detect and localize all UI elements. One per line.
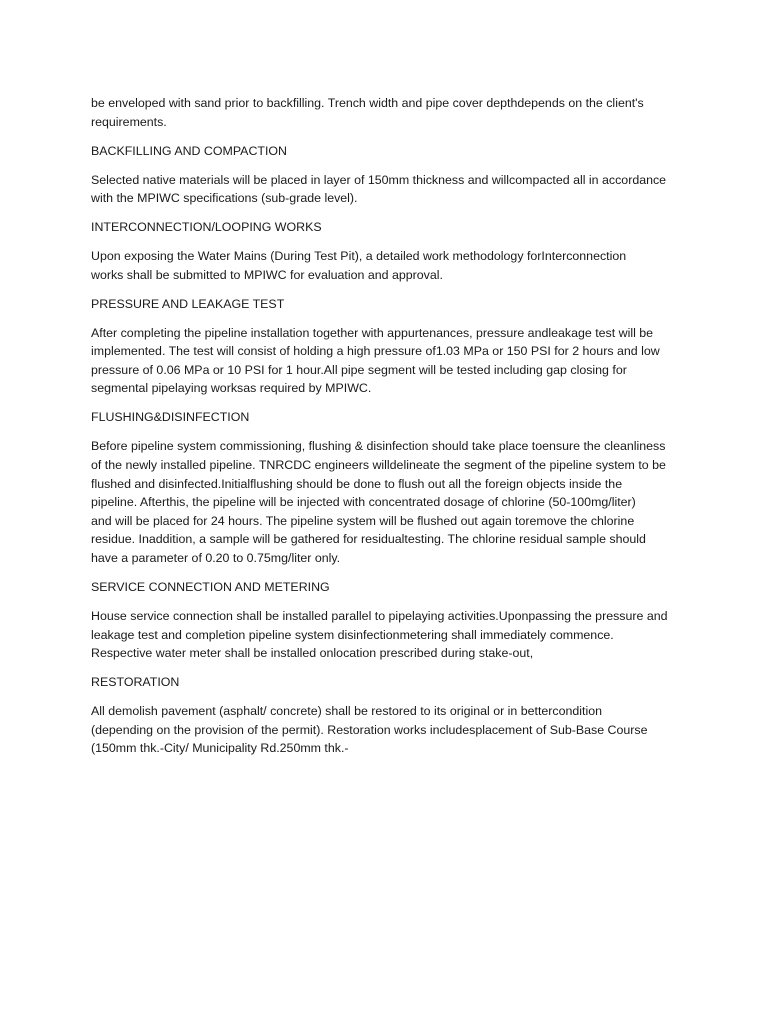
section-heading-interconnection: INTERCONNECTION/LOOPING WORKS xyxy=(91,220,322,235)
section-paragraph-pressure-test xyxy=(91,324,681,398)
section-heading-service-connection: SERVICE CONNECTION AND METERING xyxy=(91,579,330,594)
section-paragraph-backfilling xyxy=(91,171,681,208)
paragraph-line: pipeline. Afterthis, the pipeline will be injected with concentrated dosage of chlorine (50-100mg/liter) xyxy=(91,495,636,510)
paragraph-line: segmental pipelaying worksas required by MPIWC. xyxy=(91,381,372,396)
section-heading-backfilling: BACKFILLING AND COMPACTION xyxy=(91,143,287,158)
paragraph-line: Selected native materials will be placed in layer of 150mm thickness and willcompacted all in accordance xyxy=(91,172,667,187)
document-body xyxy=(91,94,681,768)
paragraph-line: and will be placed for 24 hours. The pipeline system will be flushed out again toremove the chlorine xyxy=(91,513,635,528)
paragraph-line: be enveloped with sand prior to backfilling. Trench width and pipe cover depthdepends on the client's xyxy=(91,96,644,110)
paragraph-line: After completing the pipeline installation together with appurtenances, pressure andleakage test will be xyxy=(91,325,654,340)
paragraph-line: requirements. xyxy=(91,114,167,129)
section-heading-flushing: FLUSHING&DISINFECTION xyxy=(91,410,250,425)
paragraph-line: residue. Inaddition, a sample will be gathered for residualtesting. The chlorine residual sample should xyxy=(91,532,646,547)
paragraph-line: (150mm thk.-City/ Municipality Rd.250mm thk.- xyxy=(91,741,349,756)
paragraph-line: leakage test and completion pipeline system disinfectionmetering shall immediately commence. xyxy=(91,627,614,642)
section-paragraph-service-connection xyxy=(91,607,681,663)
paragraph-line: House service connection shall be installed parallel to pipelaying activities.Uponpassing the pressure and xyxy=(91,608,668,623)
paragraph-line: pressure of 0.06 MPa or 10 PSI for 1 hour.All pipe segment will be tested including gap closing for xyxy=(91,362,627,377)
paragraph-line: works shall be submitted to MPIWC for evaluation and approval. xyxy=(91,267,443,282)
paragraph-line: Respective water meter shall be installed onlocation prescribed during stake-out, xyxy=(91,646,534,661)
paragraph-line: have a parameter of 0.20 to 0.75mg/liter only. xyxy=(91,551,341,565)
paragraph-line: flushed and disinfected.Initialflushing should be done to flush out all the foreign objects inside the xyxy=(91,476,623,491)
paragraph-line: implemented. The test will consist of holding a high pressure of1.03 MPa or 150 PSI for 2 hours and low xyxy=(91,344,660,359)
paragraph-line: with the MPIWC specifications (sub-grade level). xyxy=(91,191,358,206)
section-paragraph-restoration xyxy=(91,702,681,758)
section-heading-pressure-test: PRESSURE AND LEAKAGE TEST xyxy=(91,296,285,311)
section-paragraph-flushing xyxy=(91,437,681,567)
paragraph-line: (depending on the provision of the permit). Restoration works includesplacement of Sub-Base Course xyxy=(91,722,648,737)
paragraph-line: All demolish pavement (asphalt/ concrete) shall be restored to its original or in bettercondition xyxy=(91,704,603,719)
section-heading-restoration: RESTORATION xyxy=(91,675,180,690)
intro-paragraph xyxy=(91,94,681,131)
paragraph-line: Before pipeline system commissioning, flushing & disinfection should take place toensure the cleanliness xyxy=(91,439,666,454)
paragraph-line: Upon exposing the Water Mains (During Test Pit), a detailed work methodology forInterconnection xyxy=(91,249,627,264)
paragraph-line: of the newly installed pipeline. TNRCDC engineers willdelineate the segment of the pipeline system to be xyxy=(91,458,666,473)
section-paragraph-interconnection xyxy=(91,247,681,284)
